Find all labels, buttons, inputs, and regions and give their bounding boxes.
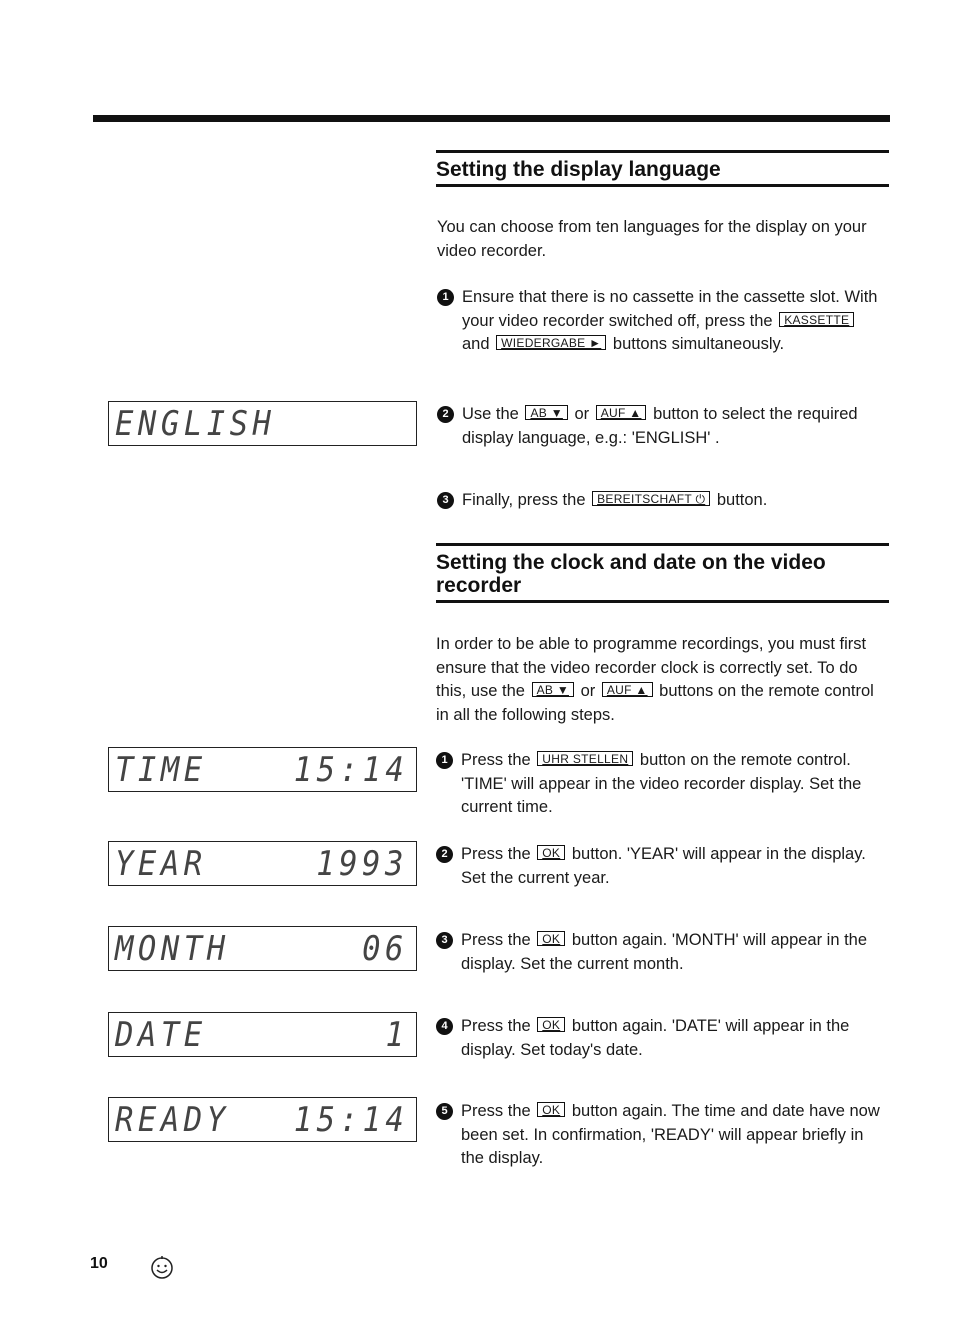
page-number: 10 [90, 1255, 108, 1272]
step-number: 2 [436, 846, 453, 863]
step-number: 3 [437, 492, 454, 509]
wiedergabe-key: WIEDERGABE ► [496, 335, 606, 350]
step-number: 2 [437, 406, 454, 423]
kassette-key: KASSETTE [779, 312, 854, 327]
ok-key: OK [537, 931, 565, 946]
lcd-display-time: TIME 15:14 [108, 747, 417, 792]
step-number: 1 [437, 289, 454, 306]
auf-up-key: AUF ▲ [602, 682, 653, 697]
step-number: 3 [436, 932, 453, 949]
lcd-display-date: DATE 1 [108, 1012, 417, 1057]
lcd-display-english: ENGLISH [108, 401, 417, 446]
ab-down-key: AB ▼ [532, 682, 574, 697]
section-heading-display-language: Setting the display language [436, 150, 889, 187]
language-step-3: 3 Finally, press the BEREITSCHAFT ⏻ button. [437, 489, 887, 513]
clock-step-4: 4 Press the OK button again. 'DATE' will appear in the display. Set today's date. [436, 1015, 886, 1062]
lcd-display-ready: READY 15:14 [108, 1097, 417, 1142]
language-step-1: 1 Ensure that there is no cassette in the cassette slot. With your video recorder switched off, press the KASSETTE and WIEDERGABE ► buttons simultaneously. [437, 286, 887, 357]
clock-step-2: 2 Press the OK button. 'YEAR' will appear in the display. Set the current year. [436, 843, 886, 890]
step-number: 1 [436, 752, 453, 769]
step-number: 5 [436, 1103, 453, 1120]
ab-down-key: AB ▼ [525, 405, 567, 420]
bereitschaft-key: BEREITSCHAFT ⏻ [592, 491, 710, 506]
uhr-stellen-key: UHR STELLEN [537, 751, 633, 766]
lcd-display-month: MONTH 06 [108, 926, 417, 971]
top-rule [93, 115, 890, 122]
lcd-display-year: YEAR 1993 [108, 841, 417, 886]
clock-step-1: 1 Press the UHR STELLEN button on the remote control. 'TIME' will appear in the video recorder display. Set the current time. [436, 749, 886, 820]
clock-step-3: 3 Press the OK button again. 'MONTH' will appear in the display. Set the current month. [436, 929, 886, 976]
auf-up-key: AUF ▲ [596, 405, 647, 420]
ok-key: OK [537, 1102, 565, 1117]
ok-key: OK [537, 1017, 565, 1032]
language-step-2: 2 Use the AB ▼ or AUF ▲ button to select the required display language, e.g.: 'ENGLISH' . [437, 403, 887, 450]
clock-step-5: 5 Press the OK button again. The time and date have now been set. In confirmation, 'READY' will appear briefly in the display. [436, 1100, 886, 1171]
ok-key: OK [537, 845, 565, 860]
step-number: 4 [436, 1018, 453, 1035]
smiley-logo-icon [148, 1254, 176, 1282]
section1-intro: You can choose from ten languages for the display on your video recorder. [437, 218, 867, 260]
section-heading-clock-date: Setting the clock and date on the video recorder [436, 543, 889, 603]
section2-intro: In order to be able to programme recordings, you must first ensure that the video recorder clock is correctly set. To do this, use the AB ▼ or AUF ▲ buttons on the remote control in all the following steps. [436, 635, 874, 724]
